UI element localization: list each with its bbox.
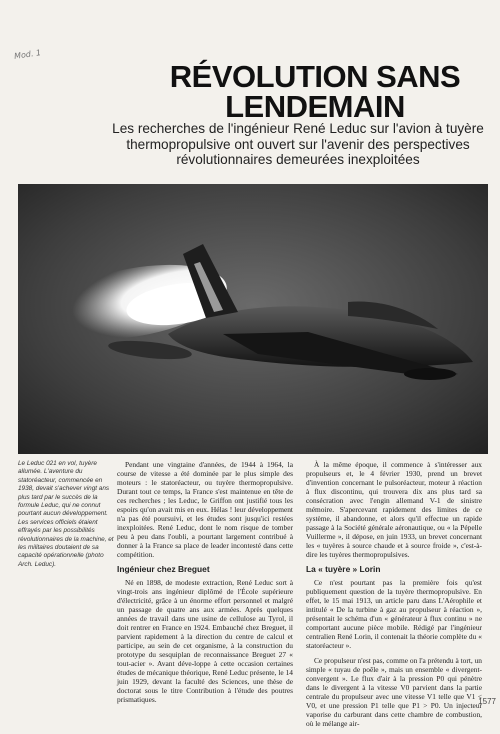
paragraph: Pendant une vingtaine d'années, de 1944 à 1964, la course de vitesse a été dominée par le plus simple des moteurs : le statoréacteur, ou tuyère thermopropulsive. Durant tout ce temps, la France s'est maintenue en tête de ces recherches ; les Leduc, le Griffon ont justifié tous les espoirs qu'on avait mis en eux. Hélas ! leur développement n'a pas été poursuivi, et les études sont jusqu'ici restées inexploitées. René Leduc, dont le nom risque de tomber peu à peu dans l'oubli, a pourtant largement contribué à donner à la France sa place de leader incontesté dans cette compétition. [117, 460, 293, 559]
article-subtitle: Les recherches de l'ingénieur René Leduc sur l'avion à tuyère thermopropulsive ont ouvert sur l'avenir des perspectives révolutionnaires demeurées inexploitées [112, 121, 484, 167]
section-heading: La « tuyère » Lorin [306, 564, 381, 574]
archive-stamp: Mod. 1 [13, 48, 42, 61]
text-column-1 [117, 460, 293, 710]
paragraph: Ce propulseur n'est pas, comme on l'a prétendu à tort, un simple « tuyau de poêle », mais un ensemble « divergent-convergent ». Le flux d'air à la pression P0 qui pénètre dans le divergent à la vitesse V0 parvient dans la partie centrale du propulseur avec une vitesse V1 telle que V1 < V0, et une pression P1 telle que P1 > P0. Un injecteur vaporise du carburant dans cette chambre de combustion, où le mélange air- [306, 656, 482, 728]
paragraph: Né en 1898, de modeste extraction, René Leduc sort à vingt-trois ans ingénieur diplômé de l'École supérieure d'électricité, grâce à un énorme effort personnel et malgré un passage de quatre ans aux armées. Après quelques années de travail dans une usine de cellulose au Tyrol, il doit rentrer en France en 1924. Embauché chez Breguet, il parvient rapidement à la direction du centre de calcul et participe, au sein de cet organisme, à la construction du prototype du sesquiplan de reconnaissance Breguet 27 « tout-acier ». Avant déve-loppe à cette occasion certaines études de mécanique théorique, René Leduc présente, le 14 juin 1929, devant la faculté des Sciences, une thèse de doctorat sous le titre Contribution à l'étude des poutres prismatiques. [117, 578, 293, 704]
section-heading: Ingénieur chez Breguet [117, 564, 210, 574]
page-number: 1577 [478, 697, 496, 706]
aircraft-photo [18, 184, 488, 454]
paragraph: À la même époque, il commence à s'intéresser aux propulseurs et, le 4 février 1930, prend un brevet d'invention concernant le pulsoréacteur, moteur à réaction à flux discontinu, qui trouvera dix ans plus tard sa consécration avec l'engin allemand V-1 de sinistre mémoire. S'apercevant rapidement des limites de ce système, il abandonne, et alors qu'il effectue un rapide passage à la Société générale aéronautique, ou « la Pépelle Vuillerme », il dépose, en juin 1933, un brevet concernant les « tuyères à source chaude et à source froide », c'est-à-dire les tuyères thermopropulsives. [306, 460, 482, 559]
leduc-021-in-flight-image [18, 184, 488, 454]
photo-caption: Le Leduc 021 en vol, tuyère allumée. L'aventure du statoréacteur, commencée en 1938, devait s'achever vingt ans plus tard par le succès de la formule Leduc, qui ne connut pourtant aucun développement. Les services officiels étaient effrayés par les possibilités révolutionnaires de la machine, et les militaires doutaient de sa capacité opérationnelle (photo Arch. Leduc). [18, 460, 114, 568]
article-title: RÉVOLUTION SANS LENDEMAIN [169, 59, 461, 124]
text-column-2 [306, 460, 482, 734]
paragraph: Ce n'est pourtant pas la première fois qu'est publiquement question de la tuyère thermopropulsive. En effet, le 15 mai 1913, un article paru dans L'Aérophile et intitulé « De la turbine à gaz au propulseur à réaction », présentait le schéma d'un « générateur à flux continu » ne comportant aucune pièce mobile. Rédigé par l'ingénieur centralien René Lorin, il contenait la théorie complète du « statoréacteur ». [306, 578, 482, 650]
